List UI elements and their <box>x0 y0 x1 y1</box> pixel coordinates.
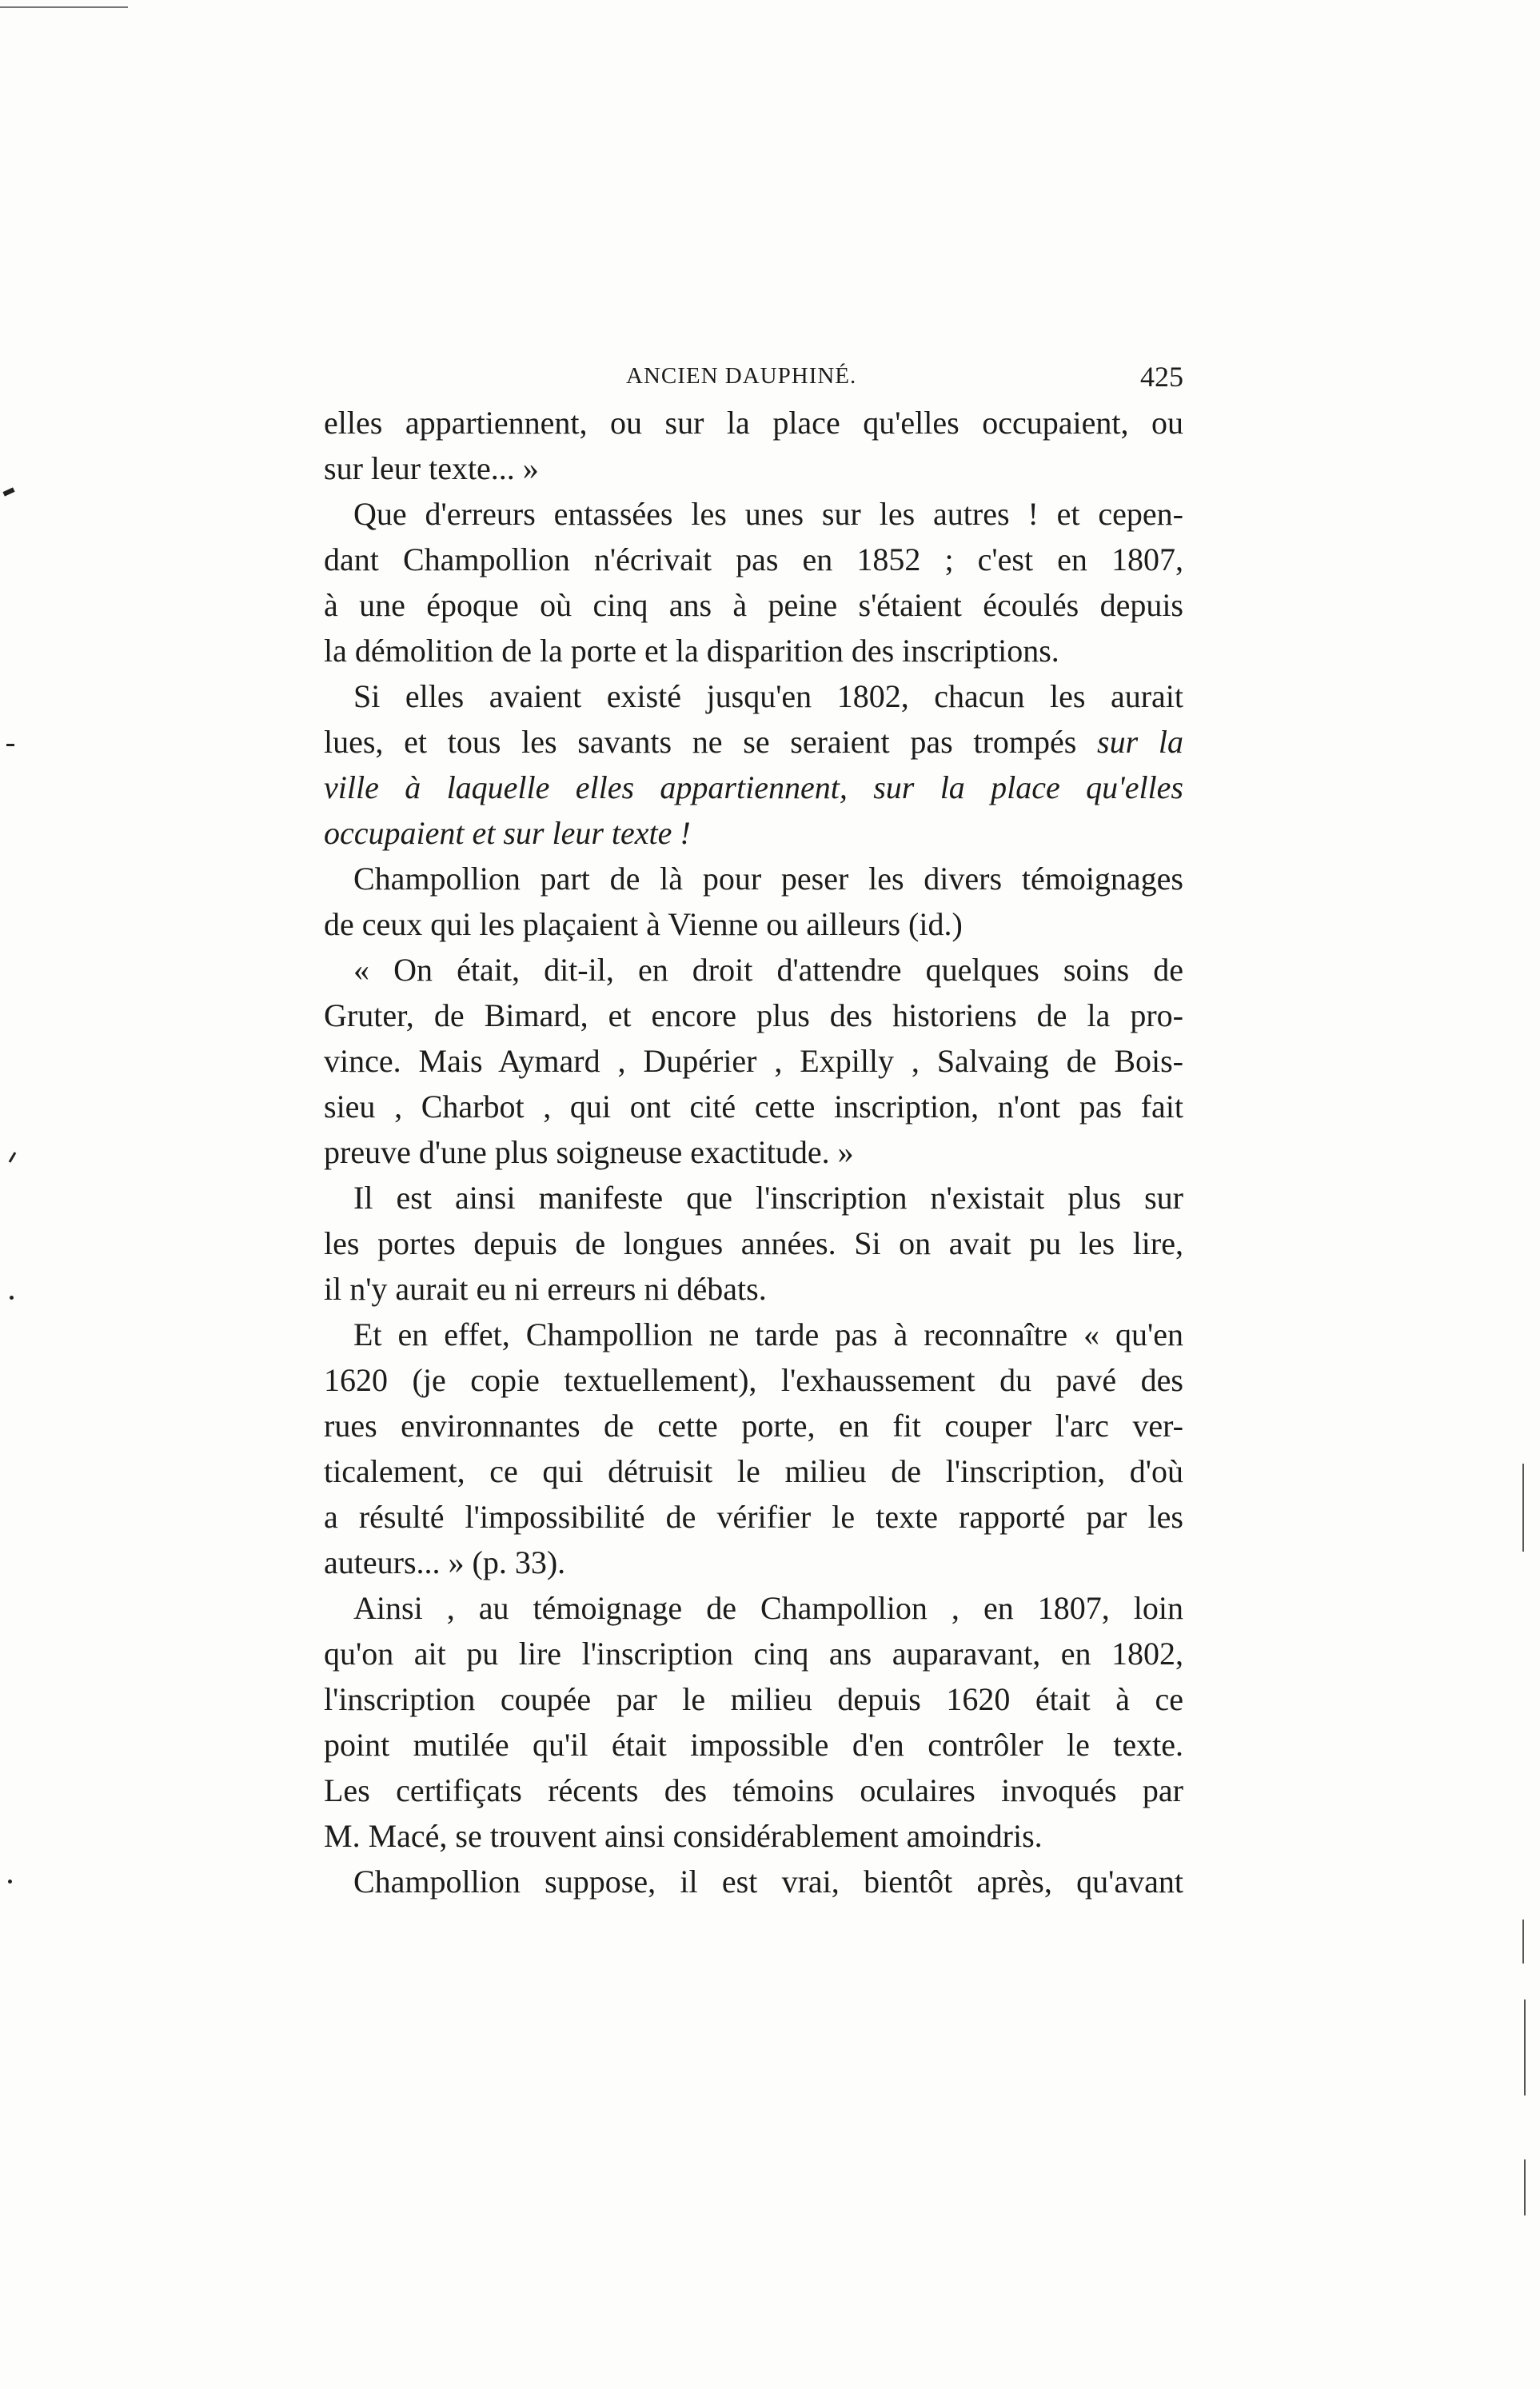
text-line <box>324 1676 1183 1722</box>
text-line-roman: Les certifiçats récents des témoins oculaires invoqués par <box>324 1772 1183 1808</box>
text-line <box>324 1312 1183 1357</box>
text-line <box>324 1220 1183 1266</box>
scan-mark-left-dot <box>10 1296 14 1300</box>
text-line-roman: Gruter, de Bimard, et encore plus des historiens de la pro- <box>324 997 1183 1033</box>
text-line <box>324 1266 1183 1312</box>
scan-rule-right-3 <box>1524 1999 1526 2095</box>
page-header <box>324 360 1183 400</box>
text-line-roman: vince. Mais Aymard , Dupérier , Expilly , Salvaing de Bois- <box>324 1043 1183 1079</box>
text-line <box>324 1403 1183 1448</box>
text-line-roman: Ainsi , au témoignage de Champollion , en 1807, loin <box>353 1590 1183 1626</box>
text-line <box>324 1175 1183 1220</box>
text-line-roman: de ceux qui les plaçaient à Vienne ou ailleurs (id.) <box>324 906 963 942</box>
body-text <box>324 400 1183 1904</box>
text-line-roman: 1620 (je copie textuellement), l'exhaussement du pavé des <box>324 1362 1183 1398</box>
text-line-roman: Si elles avaient existé jusqu'en 1802, chacun les aurait <box>353 678 1183 714</box>
text-line-italic: ville à laquelle elles appartiennent, sur la place qu'elles <box>324 769 1183 805</box>
text-line <box>324 719 1183 765</box>
text-line-roman: preuve d'une plus soigneuse exactitude. » <box>324 1134 854 1170</box>
text-line-roman: rues environnantes de cette porte, en fit couper l'arc ver- <box>324 1408 1183 1444</box>
text-line-roman: Et en effet, Champollion ne tarde pas à reconnaître « qu'en <box>353 1316 1183 1352</box>
text-line <box>324 1768 1183 1813</box>
text-line <box>324 947 1183 993</box>
text-line-roman: à une époque où cinq ans à peine s'étaient écoulés depuis <box>324 587 1183 623</box>
text-line <box>324 628 1183 673</box>
text-line <box>324 1585 1183 1631</box>
text-line-roman: auteurs... » (p. 33). <box>324 1544 566 1580</box>
text-line <box>324 1448 1183 1494</box>
text-line <box>324 1859 1183 1904</box>
text-line <box>324 673 1183 719</box>
text-line <box>324 491 1183 537</box>
scan-mark-left-dash <box>6 744 14 746</box>
text-line <box>324 1038 1183 1084</box>
text-line <box>324 993 1183 1038</box>
text-line-roman: sur leur texte... » <box>324 450 539 486</box>
text-line <box>324 1540 1183 1585</box>
text-line <box>324 537 1183 582</box>
text-line-roman: « On était, dit-il, en droit d'attendre quelques soins de <box>353 952 1183 988</box>
text-line <box>324 400 1183 445</box>
text-line-roman: qu'on ait pu lire l'inscription cinq ans auparavant, en 1802, <box>324 1636 1183 1672</box>
text-line <box>324 582 1183 628</box>
scan-rule-right-2 <box>1522 1920 1524 1964</box>
text-line <box>324 810 1183 856</box>
text-line-roman: la démolition de la porte et la disparition des inscriptions. <box>324 633 1059 669</box>
text-line-roman: Il est ainsi manifeste que l'inscription n'existait plus sur <box>353 1180 1183 1216</box>
text-line <box>324 1722 1183 1768</box>
text-line <box>324 901 1183 947</box>
text-line-roman: les portes depuis de longues années. Si on avait pu les lire, <box>324 1225 1183 1261</box>
scan-rule-top <box>0 6 128 8</box>
text-line-italic: occupaient et sur leur texte ! <box>324 815 691 851</box>
text-line <box>324 1357 1183 1403</box>
text-line-roman: point mutilée qu'il était impossible d'en contrôler le texte. <box>324 1727 1183 1763</box>
text-line-roman: Champollion part de là pour peser les divers témoignages <box>353 861 1183 897</box>
text-line <box>324 765 1183 810</box>
text-line <box>324 1631 1183 1676</box>
scan-mark-left-dot-2 <box>8 1880 12 1884</box>
text-line-roman: Champollion suppose, il est vrai, bientôt après, qu'avant <box>353 1864 1183 1900</box>
text-line <box>324 1813 1183 1859</box>
text-line-roman: M. Macé, se trouvent ainsi considérablement amoindris. <box>324 1818 1043 1854</box>
text-line-italic: sur la <box>1097 724 1183 760</box>
text-line <box>324 445 1183 491</box>
text-line <box>324 856 1183 901</box>
page-number: 425 <box>1140 361 1183 393</box>
text-line-roman: Que d'erreurs entassées les unes sur les autres ! et cepen- <box>353 496 1183 532</box>
text-line <box>324 1129 1183 1175</box>
text-line-roman: il n'y aurait eu ni erreurs ni débats. <box>324 1271 767 1307</box>
text-line-roman: ticalement, ce qui détruisit le milieu de l'inscription, d'où <box>324 1453 1183 1489</box>
running-head: ANCIEN DAUPHINÉ. <box>626 363 857 389</box>
scan-mark-left-arrow <box>2 487 14 496</box>
text-line <box>324 1084 1183 1129</box>
text-line-roman: sieu , Charbot , qui ont cité cette inscription, n'ont pas fait <box>324 1089 1183 1125</box>
text-line-roman: dant Champollion n'écrivait pas en 1852 ; c'est en 1807, <box>324 541 1183 577</box>
scan-mark-left-tick <box>9 1152 17 1163</box>
text-line-roman: a résulté l'impossibilité de vérifier le texte rapporté par les <box>324 1499 1183 1535</box>
text-line-roman: elles appartiennent, ou sur la place qu'elles occupaient, ou <box>324 405 1183 441</box>
text-line <box>324 1494 1183 1540</box>
text-line-roman: l'inscription coupée par le milieu depuis 1620 était à ce <box>324 1681 1183 1717</box>
scan-rule-right-1 <box>1522 1464 1524 1552</box>
text-line-roman: lues, et tous les savants ne se seraient pas trompés <box>324 724 1098 760</box>
scan-rule-right-4 <box>1524 2159 1526 2215</box>
